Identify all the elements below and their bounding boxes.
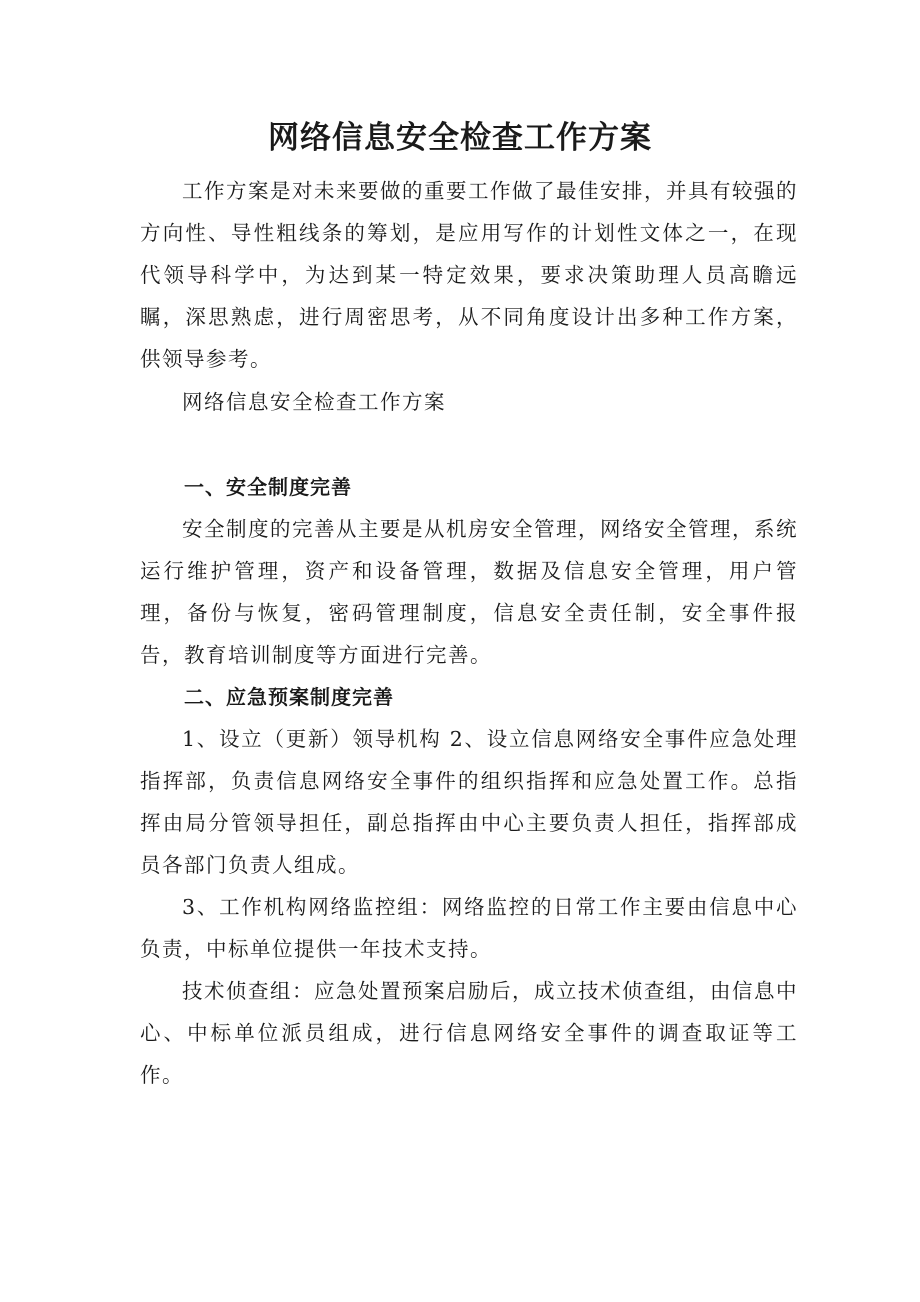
intro-paragraph: 工作方案是对未来要做的重要工作做了最佳安排，并具有较强的方向性、导性粗线条的筹划，是应用写作的计划性文体之一，在现代领导科学中，为达到某一特定效果，要求决策助理人员高瞻远瞩，深思熟虑，进行周密思考，从不同角度设计出多种工作方案，供领导参考。 bbox=[140, 179, 798, 371]
section-1-paragraph: 安全制度的完善从主要是从机房安全管理，网络安全管理，系统运行维护管理，资产和设备管理，数据及信息安全管理，用户管理，备份与恢复，密码管理制度，信息安全责任制，安全事件报告，教育培训制度等方面进行完善。 bbox=[140, 517, 798, 667]
section-1-heading: 一、安全制度完善 bbox=[184, 475, 352, 499]
section-2-heading: 二、应急预案制度完善 bbox=[184, 685, 394, 709]
section-2-paragraph-1: 1、设立（更新）领导机构 2、设立信息网络安全事件应急处理指挥部，负责信息网络安全事件的组织指挥和应急处置工作。总指挥由局分管领导担任，副总指挥由中心主要负责人担任，指挥部成员各部门负责人组成。 bbox=[140, 727, 798, 877]
section-2-paragraph-3: 技术侦查组：应急处置预案启励后，成立技术侦查组，由信息中心、中标单位派员组成，进行信息网络安全事件的调查取证等工作。 bbox=[140, 979, 798, 1087]
subtitle-line: 网络信息安全检查工作方案 bbox=[182, 390, 446, 414]
section-2-paragraph-2: 3、工作机构网络监控组：网络监控的日常工作主要由信息中心负责，中标单位提供一年技术支持。 bbox=[140, 895, 798, 961]
document-title: 网络信息安全检查工作方案 bbox=[268, 120, 652, 156]
